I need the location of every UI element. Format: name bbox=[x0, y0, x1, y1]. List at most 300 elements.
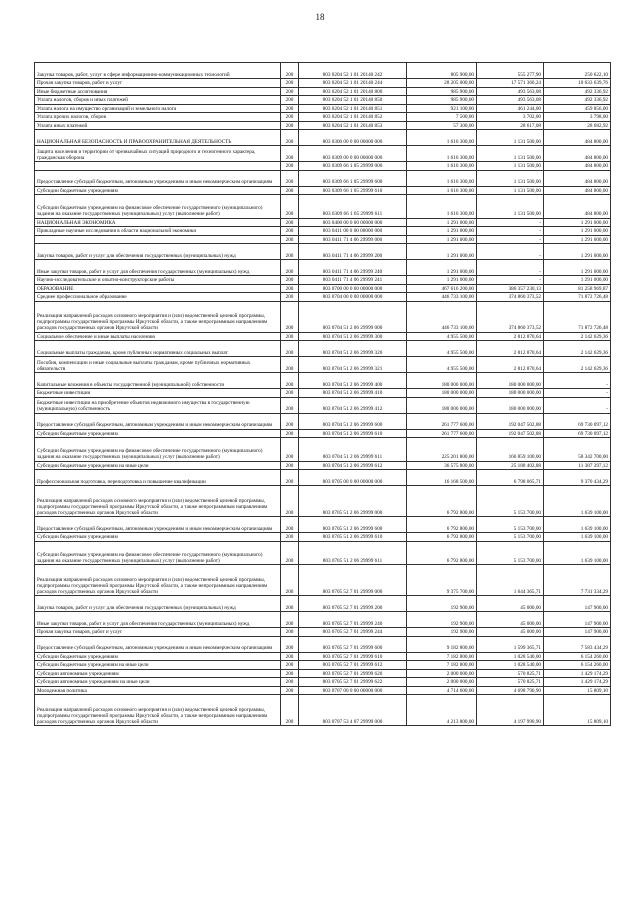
row-fact: 192 047 502,88 bbox=[477, 429, 544, 438]
table-row bbox=[35, 227, 611, 236]
row-code: 200 bbox=[281, 461, 299, 470]
row-plan: 4 213 800,00 bbox=[407, 695, 477, 726]
row-fact: 1 599 365,71 bbox=[477, 636, 544, 652]
row-kbk: 803 0705 52 7 01 29999 600 bbox=[299, 636, 407, 652]
row-rem: 15 809,10 bbox=[544, 695, 611, 726]
table-row bbox=[35, 104, 611, 113]
row-name: Субсидии бюджетным учреждениям bbox=[35, 533, 281, 542]
row-plan: 1 616 300,00 bbox=[407, 170, 477, 186]
row-rem: - bbox=[544, 389, 611, 398]
row-plan: 467 616 200,00 bbox=[407, 284, 477, 293]
row-rem: 484 800,00 bbox=[544, 195, 611, 219]
table-row bbox=[35, 596, 611, 612]
row-fact: 493 563,08 bbox=[477, 87, 544, 96]
table-row bbox=[35, 686, 611, 695]
row-code: 200 bbox=[281, 162, 299, 171]
row-fact: 2 812 870,64 bbox=[477, 341, 544, 357]
row-rem: 484 800,00 bbox=[544, 170, 611, 186]
row-name: Иные закупки товаров, работ и услуг для обеспечения государственных (муниципальных) нужд bbox=[35, 612, 281, 628]
row-kbk: 803 0309 00 0 00 00000 000 bbox=[299, 146, 407, 162]
row-plan: 4 714 600,00 bbox=[407, 686, 477, 695]
row-name: Молодежная политика bbox=[35, 686, 281, 695]
row-rem: 250 622,10 bbox=[544, 63, 611, 79]
row-plan: 1 291 000,00 bbox=[407, 276, 477, 285]
row-kbk: 803 0309 66 1 05 29999 610 bbox=[299, 186, 407, 195]
row-name: Уплата налога на имущество организаций и земельного налога bbox=[35, 104, 281, 113]
row-fact: 555 277,90 bbox=[477, 63, 544, 79]
table-row bbox=[35, 628, 611, 637]
row-name: Предоставление субсидий бюджетным, автономным учреждениям и иным некоммерческим организациям bbox=[35, 170, 281, 186]
row-code: 200 bbox=[281, 678, 299, 687]
row-rem: 6 154 260,00 bbox=[544, 661, 611, 670]
row-code: 200 bbox=[281, 260, 299, 276]
row-plan: 7 182 800,00 bbox=[407, 661, 477, 670]
row-rem: 2 142 629,36 bbox=[544, 332, 611, 341]
table-row bbox=[35, 678, 611, 687]
row-plan: 985 900,00 bbox=[407, 87, 477, 96]
row-fact: 1 131 500,00 bbox=[477, 170, 544, 186]
row-kbk: 803 0700 00 0 00 00000 000 bbox=[299, 284, 407, 293]
row-plan: 1 616 300,00 bbox=[407, 146, 477, 162]
row-kbk: 803 0309 66 1 05 29999 600 bbox=[299, 170, 407, 186]
row-plan: 7 500,00 bbox=[407, 113, 477, 122]
table-row bbox=[35, 260, 611, 276]
row-rem: 484 800,00 bbox=[544, 130, 611, 146]
row-kbk: 803 0411 71 4 06 29999 240 bbox=[299, 260, 407, 276]
row-plan: 6 792 800,00 bbox=[407, 517, 477, 533]
row-fact: 1 131 500,00 bbox=[477, 146, 544, 162]
row-code: 200 bbox=[281, 612, 299, 628]
table-row bbox=[35, 533, 611, 542]
row-name bbox=[35, 162, 281, 171]
row-plan: 7 182 800,00 bbox=[407, 652, 477, 661]
row-code: 200 bbox=[281, 244, 299, 260]
row-kbk: 803 0300 00 0 00 00000 000 bbox=[299, 130, 407, 146]
row-plan: 1 616 300,00 bbox=[407, 195, 477, 219]
row-kbk: 803 0204 52 1 01 20140 244 bbox=[299, 79, 407, 88]
row-fact: 4 698 790,90 bbox=[477, 686, 544, 695]
row-fact: 45 000,00 bbox=[477, 612, 544, 628]
row-rem: 58 342 700,00 bbox=[544, 438, 611, 462]
row-code: 200 bbox=[281, 413, 299, 429]
row-plan: 4 955 500,00 bbox=[407, 332, 477, 341]
table-row bbox=[35, 413, 611, 429]
row-code: 200 bbox=[281, 669, 299, 678]
table-row bbox=[35, 79, 611, 88]
row-fact: 1 028 540,00 bbox=[477, 661, 544, 670]
row-code: 200 bbox=[281, 438, 299, 462]
row-code: 200 bbox=[281, 565, 299, 596]
row-kbk: 803 0705 51 2 06 29999 611 bbox=[299, 541, 407, 565]
row-code: 200 bbox=[281, 389, 299, 398]
row-rem: 28 682,92 bbox=[544, 121, 611, 130]
table-row bbox=[35, 652, 611, 661]
row-kbk: 803 0204 52 1 01 20140 242 bbox=[299, 63, 407, 79]
table-row bbox=[35, 170, 611, 186]
table-row bbox=[35, 186, 611, 195]
row-plan: 36 575 800,00 bbox=[407, 461, 477, 470]
row-rem: 492 336,92 bbox=[544, 87, 611, 96]
row-name: НАЦИОНАЛЬНАЯ БЕЗОПАСНОСТЬ И ПРАВООХРАНИТЕЛЬНАЯ ДЕЯТЕЛЬНОСТЬ bbox=[35, 130, 281, 146]
row-fact: 374 860 373,52 bbox=[477, 293, 544, 302]
row-plan: 446 733 100,00 bbox=[407, 293, 477, 302]
row-fact: 1 028 540,00 bbox=[477, 652, 544, 661]
table-row bbox=[35, 695, 611, 726]
row-fact: 45 000,00 bbox=[477, 628, 544, 637]
table-row bbox=[35, 397, 611, 413]
table-row bbox=[35, 636, 611, 652]
row-kbk: 803 0705 52 7 01 29999 200 bbox=[299, 596, 407, 612]
row-kbk: 803 0411 71 4 06 29999 000 bbox=[299, 235, 407, 244]
row-code: 200 bbox=[281, 486, 299, 517]
table-row bbox=[35, 293, 611, 302]
row-name: Закупка товаров, работ и услуг для обеспечения государственных (муниципальных) нужд bbox=[35, 596, 281, 612]
row-code: 200 bbox=[281, 79, 299, 88]
row-plan: 57 300,00 bbox=[407, 121, 477, 130]
row-rem: 1 429 174,29 bbox=[544, 678, 611, 687]
row-plan: 192 900,00 bbox=[407, 612, 477, 628]
row-rem: 1 291 000,00 bbox=[544, 227, 611, 236]
table-row bbox=[35, 470, 611, 486]
table-row bbox=[35, 517, 611, 533]
row-kbk: 803 0705 52 7 01 29999 620 bbox=[299, 669, 407, 678]
row-name: Закупка товаров, работ и услуг для обеспечения государственных (муниципальных) нужд bbox=[35, 244, 281, 260]
row-code: 200 bbox=[281, 429, 299, 438]
row-code: 200 bbox=[281, 146, 299, 162]
row-fact: 2 812 870,64 bbox=[477, 332, 544, 341]
row-kbk: 803 0705 51 2 06 29999 000 bbox=[299, 486, 407, 517]
table-row bbox=[35, 373, 611, 389]
row-name: Научно-исследовательские и опытно-конструкторские работы bbox=[35, 276, 281, 285]
row-fact: 180 000 000,00 bbox=[477, 373, 544, 389]
row-name: Субсидии автономным учреждениям на иные цели bbox=[35, 678, 281, 687]
row-kbk: 803 0704 51 2 06 29999 612 bbox=[299, 461, 407, 470]
row-plan: 4 955 500,00 bbox=[407, 357, 477, 373]
row-kbk: 803 0704 51 2 06 29999 611 bbox=[299, 438, 407, 462]
row-fact: - bbox=[477, 227, 544, 236]
row-code: 200 bbox=[281, 293, 299, 302]
row-plan: 225 201 800,00 bbox=[407, 438, 477, 462]
row-plan: 6 792 800,00 bbox=[407, 533, 477, 542]
row-plan: 1 291 000,00 bbox=[407, 227, 477, 236]
row-rem: 15 809,10 bbox=[544, 686, 611, 695]
row-code: 200 bbox=[281, 96, 299, 105]
row-kbk: 803 0309 66 1 05 29999 611 bbox=[299, 195, 407, 219]
row-kbk: 803 0309 66 1 05 29999 000 bbox=[299, 162, 407, 171]
row-kbk: 803 0704 51 2 06 29999 412 bbox=[299, 397, 407, 413]
row-rem: 9 370 434,29 bbox=[544, 470, 611, 486]
row-kbk: 803 0704 51 2 06 29999 000 bbox=[299, 301, 407, 332]
row-rem: 459 856,00 bbox=[544, 104, 611, 113]
row-kbk: 803 0704 51 2 06 29999 321 bbox=[299, 357, 407, 373]
row-fact: 5 153 700,00 bbox=[477, 533, 544, 542]
row-rem: 7 731 334,29 bbox=[544, 565, 611, 596]
row-plan: 446 733 100,00 bbox=[407, 301, 477, 332]
table-row bbox=[35, 612, 611, 628]
row-name: Реализация направлений расходов основного мероприятия и (или) ведомственной целевой программы, подпрограммы государственной программы Иркутской области, а также непрограммным направлениям расходов государственных органов Иркутской области bbox=[35, 301, 281, 332]
row-fact: 180 000 000,00 bbox=[477, 397, 544, 413]
row-name: Уплата прочих налогов, сборов bbox=[35, 113, 281, 122]
row-fact: 28 617,08 bbox=[477, 121, 544, 130]
row-rem: - bbox=[544, 373, 611, 389]
row-fact: - bbox=[477, 235, 544, 244]
row-fact: - bbox=[477, 260, 544, 276]
table-row bbox=[35, 162, 611, 171]
row-fact: 386 357 230,13 bbox=[477, 284, 544, 293]
row-name: Прикладные научные исследования в области национальной экономики bbox=[35, 227, 281, 236]
row-plan: 1 291 000,00 bbox=[407, 260, 477, 276]
row-plan: 921 100,00 bbox=[407, 104, 477, 113]
row-name: Защита населения и территории от чрезвычайных ситуаций природного и техногенного характера, гражданская оборона bbox=[35, 146, 281, 162]
row-kbk: 803 0705 52 7 01 29999 240 bbox=[299, 612, 407, 628]
page-number: 18 bbox=[315, 12, 325, 22]
row-code: 200 bbox=[281, 113, 299, 122]
row-rem: - bbox=[544, 397, 611, 413]
row-name: Предоставление субсидий бюджетным, автономным учреждениям и иным некоммерческим организациям bbox=[35, 636, 281, 652]
row-name: Субсидии бюджетным учреждениям bbox=[35, 429, 281, 438]
row-name: Среднее профессиональное образование bbox=[35, 293, 281, 302]
row-kbk: 803 0705 51 2 06 29999 610 bbox=[299, 533, 407, 542]
row-name: Реализация направлений расходов основного мероприятия и (или) ведомственной целевой программы, подпрограммы государственной программы Иркутской области, а также непрограммным направлениям расходов государственных органов Иркутской области bbox=[35, 486, 281, 517]
row-rem: 71 872 726,48 bbox=[544, 293, 611, 302]
table-row bbox=[35, 389, 611, 398]
row-fact: 25 188 402,88 bbox=[477, 461, 544, 470]
row-kbk: 803 0704 00 0 00 00000 000 bbox=[299, 293, 407, 302]
row-fact: - bbox=[477, 218, 544, 227]
row-name: Реализация направлений расходов основного мероприятия и (или) ведомственной целевой программы, подпрограммы государственной программы Иркутской области, а также непрограммным направлениям расходов государственных органов Иркутской области bbox=[35, 565, 281, 596]
row-name: Предоставление субсидий бюджетным, автономным учреждениям и иным некоммерческим организациям bbox=[35, 517, 281, 533]
row-kbk: 803 0204 52 1 01 20140 851 bbox=[299, 104, 407, 113]
row-plan: 2 000 000,00 bbox=[407, 669, 477, 678]
row-kbk: 803 0704 51 2 06 29999 410 bbox=[299, 389, 407, 398]
row-code: 200 bbox=[281, 301, 299, 332]
row-plan: 985 900,00 bbox=[407, 96, 477, 105]
table-row bbox=[35, 301, 611, 332]
row-code: 200 bbox=[281, 357, 299, 373]
row-code: 200 bbox=[281, 628, 299, 637]
table-row bbox=[35, 96, 611, 105]
row-rem: 71 872 726,48 bbox=[544, 301, 611, 332]
row-name: Субсидии бюджетным учреждениям на иные цели bbox=[35, 661, 281, 670]
row-kbk: 803 0704 51 2 06 29999 320 bbox=[299, 341, 407, 357]
row-rem: 1 291 000,00 bbox=[544, 260, 611, 276]
row-kbk: 803 0204 52 1 01 20140 850 bbox=[299, 96, 407, 105]
row-rem: 1 291 000,00 bbox=[544, 276, 611, 285]
table-row bbox=[35, 121, 611, 130]
row-plan: 9 182 800,00 bbox=[407, 636, 477, 652]
row-name: Реализация направлений расходов основного мероприятия и (или) ведомственной целевой программы, подпрограммы государственной программы Иркутской области, а также непрограммным направлениям расходов государственных органов Иркутской области bbox=[35, 695, 281, 726]
row-name: Пособия, компенсации и иные социальные выплаты гражданам, кроме публичных нормативных обязательств bbox=[35, 357, 281, 373]
table-row bbox=[35, 63, 611, 79]
row-rem: 1 639 100,00 bbox=[544, 517, 611, 533]
row-rem: 147 900,00 bbox=[544, 628, 611, 637]
row-rem: 1 429 174,29 bbox=[544, 669, 611, 678]
row-name: Уплата иных платежей bbox=[35, 121, 281, 130]
row-fact: 17 571 360,24 bbox=[477, 79, 544, 88]
row-code: 200 bbox=[281, 341, 299, 357]
row-code: 200 bbox=[281, 63, 299, 79]
row-fact: 1 131 500,00 bbox=[477, 162, 544, 171]
row-fact: 3 702,00 bbox=[477, 113, 544, 122]
row-plan: 261 777 600,00 bbox=[407, 413, 477, 429]
table-row bbox=[35, 244, 611, 260]
row-code: 200 bbox=[281, 218, 299, 227]
row-plan: 1 291 000,00 bbox=[407, 235, 477, 244]
row-fact: 1 644 365,71 bbox=[477, 565, 544, 596]
row-rem: 11 387 397,12 bbox=[544, 461, 611, 470]
row-plan: 261 777 600,00 bbox=[407, 429, 477, 438]
row-plan: 9 375 700,00 bbox=[407, 565, 477, 596]
table-row bbox=[35, 541, 611, 565]
row-kbk: 803 0704 51 2 06 29999 600 bbox=[299, 413, 407, 429]
table-row bbox=[35, 235, 611, 244]
table-row bbox=[35, 218, 611, 227]
row-plan: 1 291 000,00 bbox=[407, 218, 477, 227]
row-code: 200 bbox=[281, 661, 299, 670]
row-code: 200 bbox=[281, 695, 299, 726]
row-fact: 45 000,00 bbox=[477, 596, 544, 612]
table-row bbox=[35, 429, 611, 438]
row-fact: 1 131 500,00 bbox=[477, 195, 544, 219]
row-name: Закупка товаров, работ, услуг в сфере информационно-коммуникационных технологий bbox=[35, 63, 281, 79]
row-kbk: 803 0704 51 2 06 29999 610 bbox=[299, 429, 407, 438]
row-fact: 493 563,08 bbox=[477, 96, 544, 105]
row-name: Субсидии автономным учреждениям bbox=[35, 669, 281, 678]
row-rem: 1 291 000,00 bbox=[544, 218, 611, 227]
row-name: Предоставление субсидий бюджетным, автономным учреждениям и иным некоммерческим организациям bbox=[35, 413, 281, 429]
table-row bbox=[35, 276, 611, 285]
row-name: Субсидии бюджетным учреждениям на иные цели bbox=[35, 461, 281, 470]
row-rem: 147 900,00 bbox=[544, 612, 611, 628]
row-name: Уплата налогов, сборов и иных платежей bbox=[35, 96, 281, 105]
row-kbk: 803 0400 00 0 00 00000 000 bbox=[299, 218, 407, 227]
row-fact: 1 131 500,00 bbox=[477, 130, 544, 146]
row-fact: 5 153 700,00 bbox=[477, 486, 544, 517]
row-code: 200 bbox=[281, 541, 299, 565]
row-rem: 2 142 629,36 bbox=[544, 341, 611, 357]
row-plan: 1 291 000,00 bbox=[407, 244, 477, 260]
table-row bbox=[35, 661, 611, 670]
row-rem: 7 583 434,29 bbox=[544, 636, 611, 652]
table-row bbox=[35, 113, 611, 122]
table-row bbox=[35, 195, 611, 219]
table-row bbox=[35, 332, 611, 341]
row-fact: 6 798 065,71 bbox=[477, 470, 544, 486]
row-name: Субсидии бюджетным учреждениям bbox=[35, 652, 281, 661]
row-plan: 180 000 000,00 bbox=[407, 373, 477, 389]
row-code: 200 bbox=[281, 686, 299, 695]
row-code: 200 bbox=[281, 652, 299, 661]
row-name: Прочая закупка товаров, работ и услуг bbox=[35, 79, 281, 88]
row-plan: 192 900,00 bbox=[407, 596, 477, 612]
row-kbk: 803 0705 52 7 01 29999 622 bbox=[299, 678, 407, 687]
row-code: 200 bbox=[281, 195, 299, 219]
row-code: 200 bbox=[281, 373, 299, 389]
row-name: Субсидии бюджетным учреждениям bbox=[35, 186, 281, 195]
row-plan: 2 000 000,00 bbox=[407, 678, 477, 687]
row-code: 200 bbox=[281, 470, 299, 486]
row-code: 200 bbox=[281, 170, 299, 186]
row-name: Социальные выплаты гражданам, кроме публичных нормативных социальных выплат bbox=[35, 341, 281, 357]
row-rem: 492 336,92 bbox=[544, 96, 611, 105]
row-name: Прочая закупка товаров, работ и услуг bbox=[35, 628, 281, 637]
row-fact: - bbox=[477, 244, 544, 260]
row-kbk: 803 0705 00 0 00 00000 000 bbox=[299, 470, 407, 486]
row-plan: 180 000 000,00 bbox=[407, 389, 477, 398]
row-fact: 2 812 870,64 bbox=[477, 357, 544, 373]
budget-execution-table bbox=[34, 62, 611, 726]
row-code: 200 bbox=[281, 596, 299, 612]
row-kbk: 803 0204 52 1 01 20140 800 bbox=[299, 87, 407, 96]
row-rem: 1 291 000,00 bbox=[544, 244, 611, 260]
row-rem: 3 798,00 bbox=[544, 113, 611, 122]
row-name: Иные бюджетные ассигнования bbox=[35, 87, 281, 96]
row-name: Субсидии бюджетным учреждениям на финансовое обеспечение государственного (муниципального) задания на оказание государственных (муниципальных) услуг (выполнение работ) bbox=[35, 195, 281, 219]
table-row bbox=[35, 486, 611, 517]
row-rem: 1 639 100,00 bbox=[544, 533, 611, 542]
table-row bbox=[35, 146, 611, 162]
row-kbk: 803 0705 52 7 01 29999 610 bbox=[299, 652, 407, 661]
row-fact: 1 131 500,00 bbox=[477, 186, 544, 195]
row-rem: 147 900,00 bbox=[544, 596, 611, 612]
row-fact: 166 859 100,00 bbox=[477, 438, 544, 462]
row-kbk: 803 0204 52 1 01 20140 853 bbox=[299, 121, 407, 130]
row-kbk: 803 0707 00 0 00 00000 000 bbox=[299, 686, 407, 695]
row-rem: 484 800,00 bbox=[544, 146, 611, 162]
row-name: ОБРАЗОВАНИЕ bbox=[35, 284, 281, 293]
row-code: 200 bbox=[281, 397, 299, 413]
row-kbk: 803 0705 52 7 01 29999 244 bbox=[299, 628, 407, 637]
row-code: 200 bbox=[281, 130, 299, 146]
row-plan: 4 955 500,00 bbox=[407, 341, 477, 357]
row-kbk: 803 0705 51 2 06 29999 600 bbox=[299, 517, 407, 533]
row-fact: 570 825,71 bbox=[477, 678, 544, 687]
row-kbk: 803 0707 53 4 07 29999 000 bbox=[299, 695, 407, 726]
table-row bbox=[35, 341, 611, 357]
row-plan: 1 616 300,00 bbox=[407, 162, 477, 171]
row-code: 200 bbox=[281, 121, 299, 130]
row-plan: 28 205 000,00 bbox=[407, 79, 477, 88]
row-code: 200 bbox=[281, 284, 299, 293]
row-rem: 10 633 639,76 bbox=[544, 79, 611, 88]
row-fact: 4 197 990,90 bbox=[477, 695, 544, 726]
row-kbk: 803 0204 52 1 01 20140 852 bbox=[299, 113, 407, 122]
row-code: 200 bbox=[281, 517, 299, 533]
row-kbk: 803 0411 71 4 06 29999 241 bbox=[299, 276, 407, 285]
row-code: 200 bbox=[281, 186, 299, 195]
table-row bbox=[35, 130, 611, 146]
row-name: НАЦИОНАЛЬНАЯ ЭКОНОМИКА bbox=[35, 218, 281, 227]
row-code: 200 bbox=[281, 87, 299, 96]
row-name: Бюджетные инвестиции на приобретение объектов недвижимого имущества в государственную (муниципальную) собственность bbox=[35, 397, 281, 413]
row-rem: 1 291 000,00 bbox=[544, 235, 611, 244]
row-name: Субсидии бюджетным учреждениям на финансовое обеспечение государственного (муниципального) задания на оказание государственных (муниципальных) услуг (выполнение работ) bbox=[35, 541, 281, 565]
row-kbk: 803 0411 00 0 00 00000 000 bbox=[299, 227, 407, 236]
table-row bbox=[35, 461, 611, 470]
row-name: Социальное обеспечение и иные выплаты населению bbox=[35, 332, 281, 341]
row-rem: 1 639 100,00 bbox=[544, 541, 611, 565]
row-plan: 16 168 500,00 bbox=[407, 470, 477, 486]
table-row bbox=[35, 438, 611, 462]
table-row bbox=[35, 357, 611, 373]
row-plan: 6 792 800,00 bbox=[407, 486, 477, 517]
row-code: 200 bbox=[281, 332, 299, 341]
row-rem: 484 800,00 bbox=[544, 186, 611, 195]
row-kbk: 803 0705 52 7 01 29999 612 bbox=[299, 661, 407, 670]
row-code: 200 bbox=[281, 227, 299, 236]
row-plan: 192 900,00 bbox=[407, 628, 477, 637]
row-fact: 5 153 700,00 bbox=[477, 541, 544, 565]
